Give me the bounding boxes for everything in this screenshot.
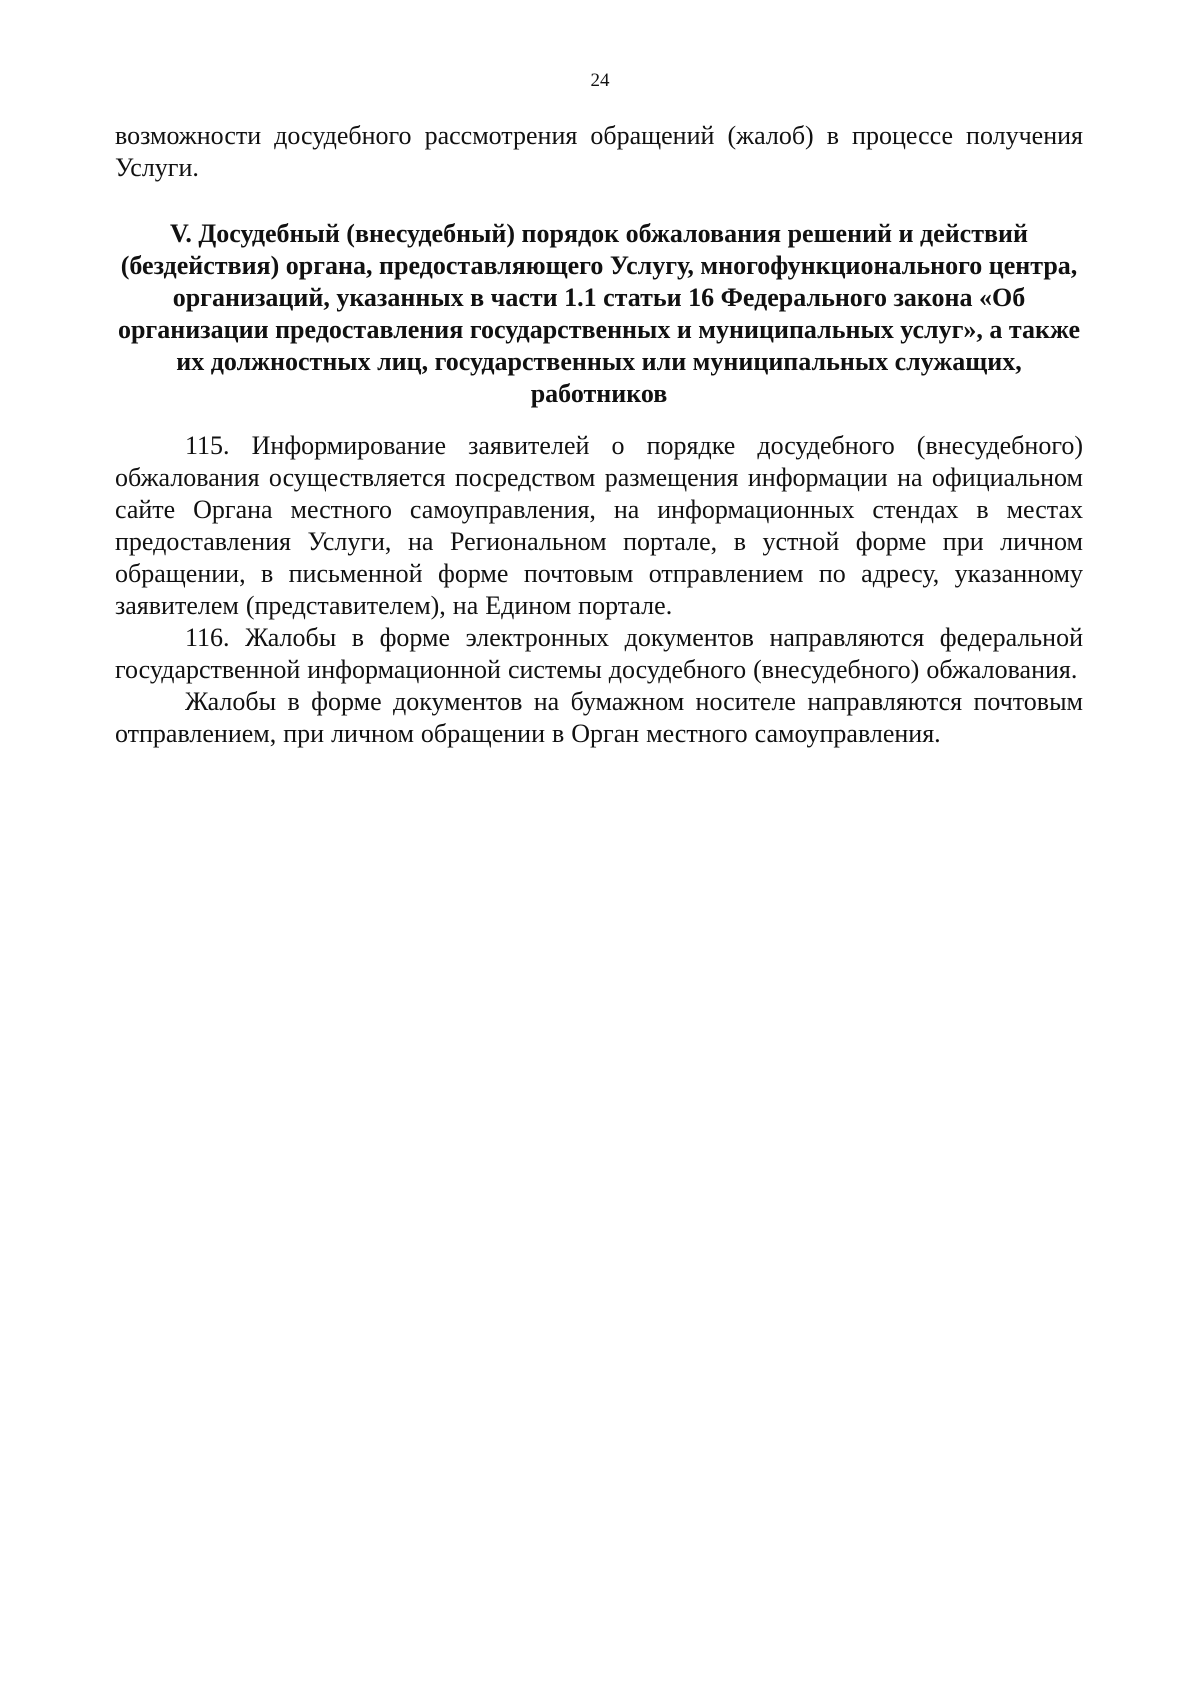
intro-paragraph: возможности досудебного рассмотрения обращений (жалоб) в процессе получения Услуги. [115, 121, 1083, 182]
section-title: V. Досудебный (внесудебный) порядок обжалования решений и действий (бездействия) органа, предоставляющего Услугу, многофункционального центра, организаций, указанных в части 1.1 статьи 16 Федерального закона «Об организации предоставления государственных и муниципальных услуг», а также их должностных лиц, государственных или муниципальных служащих, работников [117, 219, 1081, 408]
page-number: 24 [590, 70, 610, 91]
document-body [115, 120, 1083, 750]
paragraph-116: 116. Жалобы в форме электронных документов направляются федеральной государственной информационной системы досудебного (внесудебного) обжалования. [115, 623, 1083, 684]
paragraph-115: 115. Информирование заявителей о порядке досудебного (внесудебного) обжалования осуществляется посредством размещения информации на официальном сайте Органа местного самоуправления, на информационных стендах в местах предоставления Услуги, на Региональном портале, в устной форме при личном обращении, в письменной форме почтовым отправлением по адресу, указанному заявителем (представителем), на Едином портале. [115, 431, 1083, 620]
paragraph-paper-complaints: Жалобы в форме документов на бумажном носителе направляются почтовым отправлением, при личном обращении в Орган местного самоуправления. [115, 687, 1083, 748]
